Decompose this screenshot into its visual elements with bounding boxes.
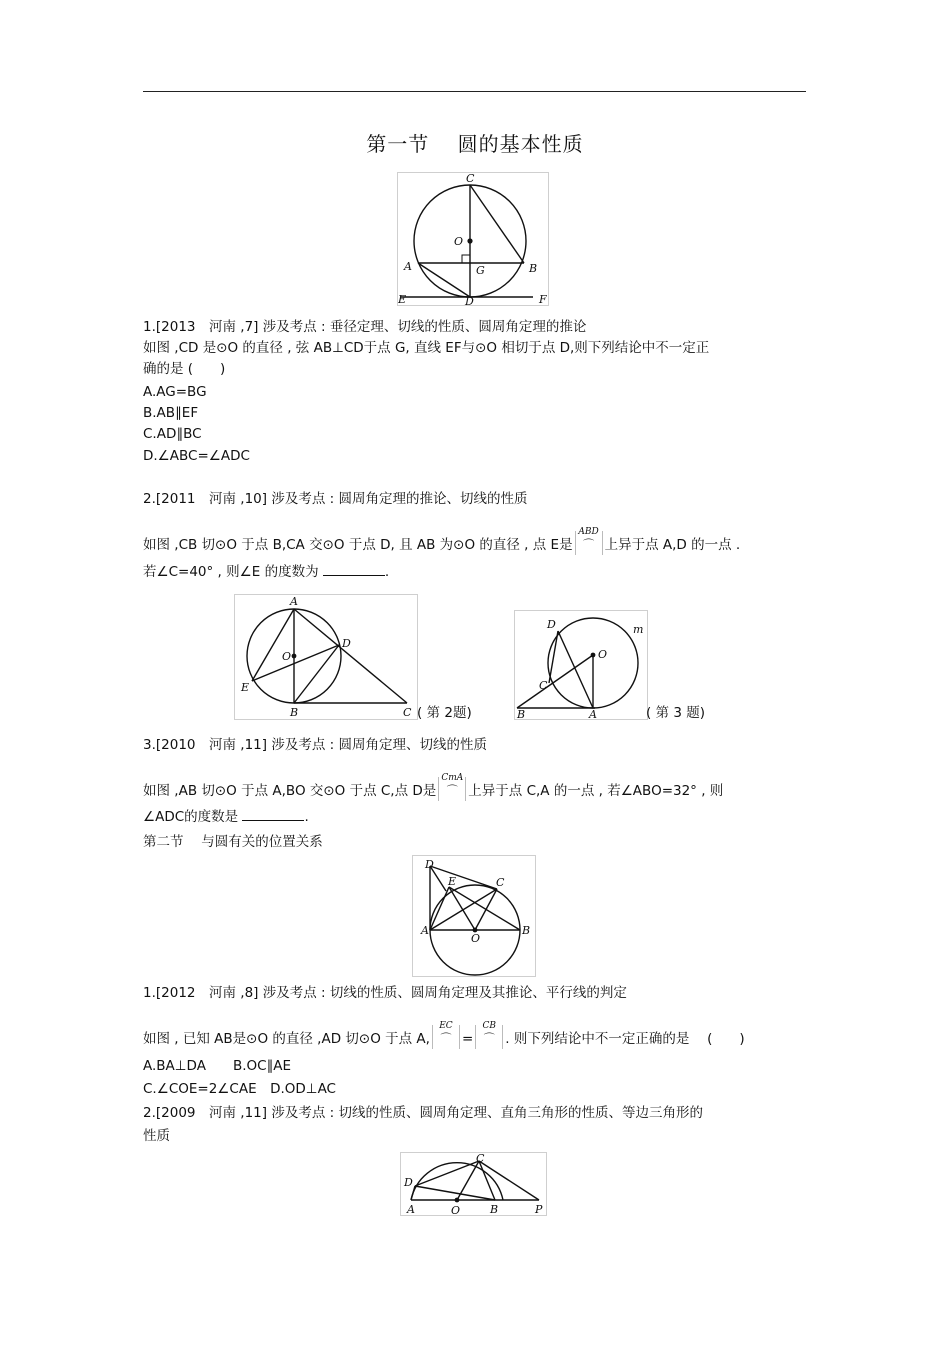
q3-body-2: [143, 808, 309, 826]
label-a: A: [421, 924, 429, 937]
label-b: B: [522, 924, 531, 937]
label-d: D: [547, 618, 556, 631]
label-d: D: [404, 1176, 413, 1189]
arc-ec: EC ⌒: [432, 1025, 460, 1049]
figure-2: [234, 594, 418, 720]
label-a: A: [407, 1203, 415, 1215]
arc-cb: CB ⌒: [475, 1025, 503, 1049]
label-e: E: [448, 875, 457, 888]
s2q1-head: 1.[2012 河南 ,8] 涉及考点 : 切线的性质、圆周角定理及其推论、平行线的判定: [143, 985, 627, 1001]
label-p: P: [535, 1203, 543, 1215]
label-o: O: [282, 650, 292, 663]
figure-1-diagram: [398, 173, 548, 305]
label-b: B: [529, 262, 538, 275]
q2-body-1a: 如图 ,CB 切⊙O 于点 B,CA 交⊙O 于点 D, 且 AB 为⊙O 的直径 , 点 E是: [143, 537, 573, 553]
arc-equals: =: [461, 1031, 474, 1047]
s2q1-options-row-2: C.∠COE=2∠CAE D.OD⊥AC: [143, 1081, 336, 1097]
figure-3: [514, 610, 648, 720]
label-e: E: [398, 293, 407, 305]
q1-option-b: B.AB∥EF: [143, 405, 199, 421]
q2-body-2a: 若∠C=40° , 则∠E 的度数为: [143, 564, 319, 580]
q3-head: 3.[2010 河南 ,11] 涉及考点 : 圆周角定理、切线的性质: [143, 737, 487, 753]
q3-body-2b: .: [304, 809, 309, 825]
label-o: O: [454, 235, 464, 248]
q2-body-2: [143, 563, 389, 581]
label-a: A: [404, 260, 412, 273]
section-2-title: 第二节 与圆有关的位置关系: [143, 834, 323, 850]
q1-option-a: A.AG=BG: [143, 384, 207, 400]
label-o: O: [598, 648, 608, 661]
answer-blank: [323, 563, 385, 576]
figure-4-diagram: [413, 856, 535, 976]
label-o: O: [471, 932, 481, 945]
q1-body-2: 确的是 ( ): [143, 361, 226, 377]
figure-5: [400, 1152, 547, 1216]
q2-body-1: [143, 527, 741, 555]
arc-cma: CmA ⌒: [438, 777, 466, 801]
section-title: 第一节 圆的基本性质: [366, 132, 584, 156]
label-c: C: [476, 1153, 485, 1165]
q3-body-2a: ∠ADC的度数是: [143, 809, 239, 825]
label-c: C: [539, 679, 548, 692]
label-c: C: [403, 706, 412, 719]
answer-blank: [242, 808, 304, 821]
label-c: C: [496, 876, 505, 889]
q1-option-d: D.∠ABC=∠ADC: [143, 448, 250, 464]
s2q2-head: 2.[2009 河南 ,11] 涉及考点 : 切线的性质、圆周角定理、直角三角形的性质、等边三角形的: [143, 1105, 703, 1121]
label-b: B: [517, 708, 526, 719]
q2-head: 2.[2011 河南 ,10] 涉及考点 : 圆周角定理的推论、切线的性质: [143, 491, 528, 507]
label-d: D: [342, 637, 351, 650]
label-b: B: [290, 706, 299, 719]
label-a: A: [589, 708, 597, 719]
s2q1-body: [143, 1021, 745, 1049]
q2-body-1b: 上异于点 A,D 的一点 .: [604, 537, 741, 553]
figure-2-caption: ( 第 2题): [417, 705, 472, 721]
q1-option-c: C.AD∥BC: [143, 426, 202, 442]
label-b: B: [490, 1203, 499, 1215]
q3-body-1a: 如图 ,AB 切⊙O 于点 A,BO 交⊙O 于点 C,点 D是: [143, 783, 437, 799]
figure-1: [397, 172, 549, 306]
label-o: O: [451, 1204, 461, 1215]
figure-5-diagram: [401, 1153, 546, 1215]
figure-3-caption: ( 第 3 题): [646, 705, 705, 721]
q3-body-1: [143, 773, 724, 801]
figure-4: [412, 855, 536, 977]
label-f: F: [539, 293, 547, 305]
s2q2-head-2: 性质: [143, 1128, 170, 1144]
arc-abd: ABD ⌒: [575, 531, 603, 555]
label-m: m: [633, 623, 644, 636]
label-g: G: [476, 264, 485, 277]
s2q1-body-1a: 如图 , 已知 AB是⊙O 的直径 ,AD 切⊙O 于点 A,: [143, 1031, 430, 1047]
figure-2-diagram: [235, 595, 417, 719]
q1-head: 1.[2013 河南 ,7] 涉及考点 : 垂径定理、切线的性质、圆周角定理的推论: [143, 319, 587, 335]
figure-3-diagram: [515, 611, 647, 719]
label-e: E: [241, 681, 250, 694]
q3-body-1b: 上异于点 C,A 的一点 , 若∠ABO=32° , 则: [468, 783, 724, 799]
label-c: C: [466, 173, 475, 185]
s2q1-body-1b: . 则下列结论中不一定正确的是 ( ): [505, 1031, 745, 1047]
header-rule: [143, 91, 806, 92]
q1-body-1: 如图 ,CD 是⊙O 的直径 , 弦 AB⊥CD于点 G, 直线 EF与⊙O 相切于点 D,则下列结论中不一定正: [143, 340, 710, 356]
label-a: A: [290, 595, 298, 608]
q2-body-2b: .: [384, 564, 390, 580]
label-d: D: [425, 858, 434, 871]
s2q1-options-row-1: A.BA⊥DA B.OC∥AE: [143, 1058, 292, 1074]
label-d: D: [465, 295, 474, 305]
